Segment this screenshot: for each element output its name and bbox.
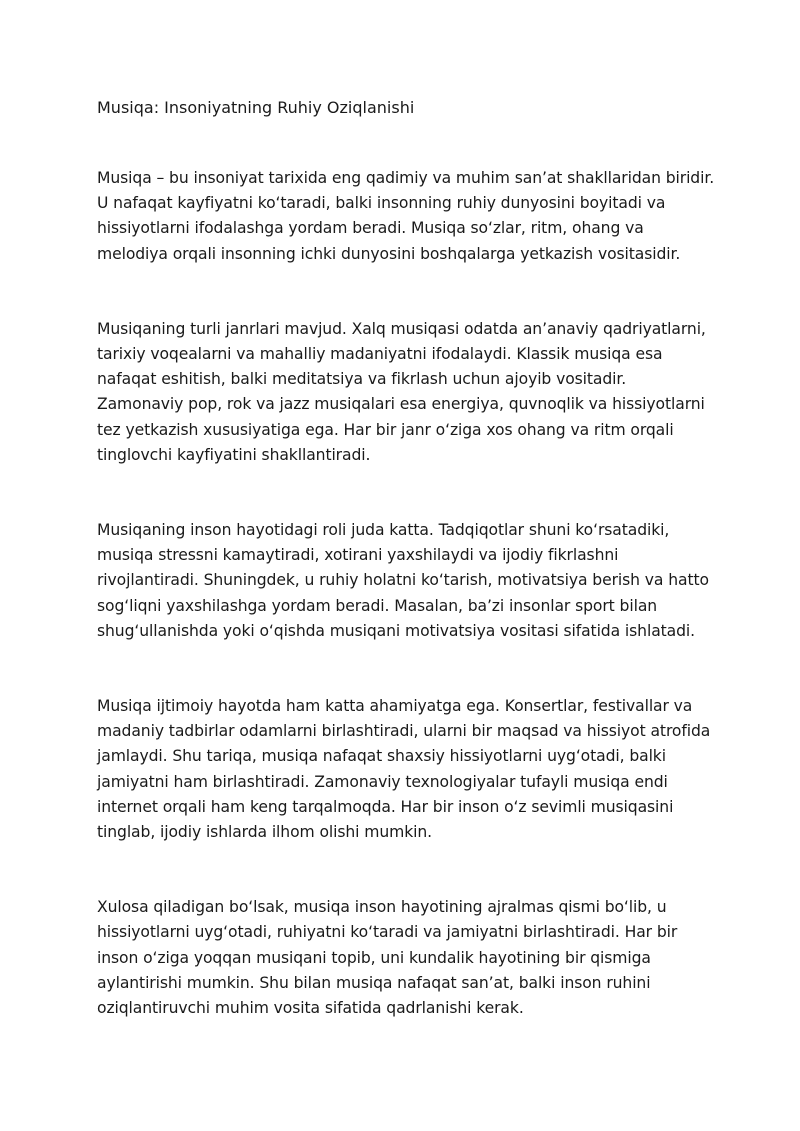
paragraph-social: Musiqa ijtimoiy hayotda ham katta ahamiyatga ega. Konsertlar, festivallar va madaniy tadbirlar odamlarni birlashtiradi, ularni bir maqsad va hissiyot atrofida jamlaydi. Shu tariqa, musiqa nafaqat shaxsiy hissiyotlarni uyg‘otadi, balki jamiyatni ham birlashtiradi. Zamonaviy texnologiyalar tufayli musiqa endi internet orqali ham keng tarqalmoqda. Har bir inson o‘z sevimli musiqasini tinglab, ijodiy ishlarda ilhom olishi mumkin.	[97, 697, 711, 842]
paragraph-intro: Musiqa – bu insoniyat tarixida eng qadimiy va muhim san’at shakllaridan biridir. U nafaqat kayfiyatni ko‘taradi, balki insonning ruhiy dunyosini boyitadi va hissiyotlarni ifodalashga yordam beradi. Musiqa so‘zlar, ritm, ohang va melodiya orqali insonning ichki dunyosini boshqalarga yetkazish vositasidir.	[97, 169, 715, 263]
document-page	[97, 96, 717, 1021]
paragraph-conclusion: Xulosa qiladigan bo‘lsak, musiqa inson hayotining ajralmas qismi bo‘lib, u hissiyotlarni uyg‘otadi, ruhiyatni ko‘taradi va jamiyatni birlashtiradi. Har bir inson o‘ziga yoqqan musiqani topib, uni kundalik hayotining bir qismiga aylantirishi mumkin. Shu bilan musiqa nafaqat san’at, balki inson ruhini oziqlantiruvchi muhim vosita sifatida qadrlanishi kerak.	[97, 898, 678, 1018]
document-title: Musiqa: Insoniyatning Ruhiy Oziqlanishi	[97, 98, 415, 117]
paragraph-genres: Musiqaning turli janrlari mavjud. Xalq musiqasi odatda an’anaviy qadriyatlarni, tarixiy voqealarni va mahalliy madaniyatni ifodalaydi. Klassik musiqa esa nafaqat eshitish, balki meditatsiya va fikrlash uchun ajoyib vositadir. Zamonaviy pop, rok va jazz musiqalari esa energiya, quvnoqlik va hissiyotlarni tez yetkazish xususiyatiga ega. Har bir janr o‘ziga xos ohang va ritm orqali tinglovchi kayfiyatini shakllantiradi.	[97, 319, 706, 464]
paragraph-role: Musiqaning inson hayotidagi roli juda katta. Tadqiqotlar shuni ko‘rsatadiki, musiqa stressni kamaytiradi, xotirani yaxshilaydi va ijodiy fikrlashni rivojlantiradi. Shuningdek, u ruhiy holatni ko‘tarish, motivatsiya berish va hatto sog‘liqni yaxshilashga yordam beradi. Masalan, ba’zi insonlar sport bilan shug‘ullanishda yoki o‘qishda musiqani motivatsiya vositasi sifatida ishlatadi.	[97, 521, 709, 640]
